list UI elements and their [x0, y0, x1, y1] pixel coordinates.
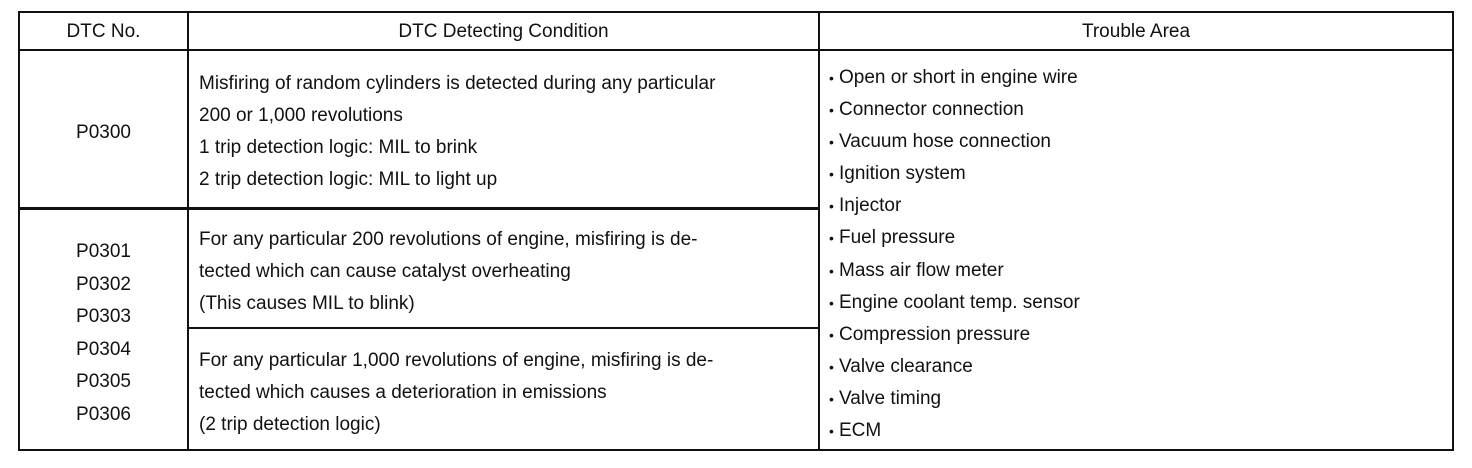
dtc-code-cell-p0300 [20, 117, 187, 149]
column-divider-1 [187, 13, 189, 449]
condition-cell-p0300 [199, 68, 809, 196]
trouble-area-item: • Open or short in engine wire [829, 62, 1444, 94]
trouble-area-item: • ECM [829, 415, 1444, 447]
condition-line: Misfiring of random cylinders is detected during any particular [199, 73, 716, 94]
row-divider [20, 207, 820, 210]
condition-line: 200 or 1,000 revolutions [199, 105, 403, 126]
condition-divider [189, 327, 820, 329]
condition-line: 1 trip detection logic: MIL to brink [199, 137, 478, 158]
dtc-code: P0302 [76, 273, 131, 295]
condition-line: tected which causes a deterioration in emissions [199, 382, 607, 403]
bullet-icon: • [829, 198, 834, 215]
header-detecting-condition: DTC Detecting Condition [398, 21, 609, 42]
trouble-area-item: • Injector [829, 190, 1444, 222]
condition-line: (2 trip detection logic) [199, 414, 381, 435]
condition-line: 2 trip detection logic: MIL to light up [199, 169, 498, 190]
bullet-icon: • [829, 102, 834, 119]
header-trouble-area: Trouble Area [1081, 21, 1191, 42]
dtc-code: P0303 [76, 306, 131, 327]
trouble-area-item: • Vacuum hose connection [829, 126, 1444, 158]
bullet-icon: • [829, 358, 834, 375]
condition-cell-200-rev [199, 224, 809, 320]
dtc-code: P0306 [76, 403, 131, 425]
bullet-icon: • [829, 134, 834, 151]
header-dtc-no: DTC No. [66, 21, 141, 42]
condition-line: For any particular 1,000 revolutions of engine, misfiring is de- [199, 350, 714, 371]
bullet-icon: • [829, 390, 834, 407]
bullet-icon: • [829, 423, 834, 440]
trouble-area-item: • Mass air flow meter [829, 255, 1444, 287]
bullet-icon: • [829, 166, 834, 183]
condition-line: For any particular 200 revolutions of engine, misfiring is de- [199, 229, 698, 250]
trouble-area-item: • Engine coolant temp. sensor [829, 287, 1444, 319]
condition-line: (This causes MIL to blink) [199, 293, 415, 314]
trouble-area-item: • Valve timing [829, 383, 1444, 415]
trouble-area-item: • Connector connection [829, 94, 1444, 126]
dtc-code-cell-p0301-p0306 [20, 236, 187, 431]
dtc-code: P0305 [76, 371, 131, 392]
condition-line: tected which can cause catalyst overheating [199, 261, 571, 282]
column-divider-2 [818, 13, 820, 449]
condition-cell-1000-rev [199, 345, 809, 441]
trouble-area-list [829, 62, 1444, 447]
bullet-icon: • [829, 262, 834, 279]
dtc-code: P0304 [76, 338, 131, 360]
header-divider [20, 49, 1452, 51]
trouble-area-item: • Valve clearance [829, 351, 1444, 383]
dtc-code: P0300 [76, 122, 131, 143]
bullet-icon: • [829, 294, 834, 311]
bullet-icon: • [829, 230, 834, 247]
bullet-icon: • [829, 326, 834, 343]
dtc-table [18, 11, 1454, 451]
dtc-code: P0301 [76, 241, 131, 262]
bullet-icon: • [829, 70, 834, 86]
trouble-area-item: • Compression pressure [829, 319, 1444, 351]
trouble-area-item: • Fuel pressure [829, 222, 1444, 254]
trouble-area-item: • Ignition system [829, 158, 1444, 190]
